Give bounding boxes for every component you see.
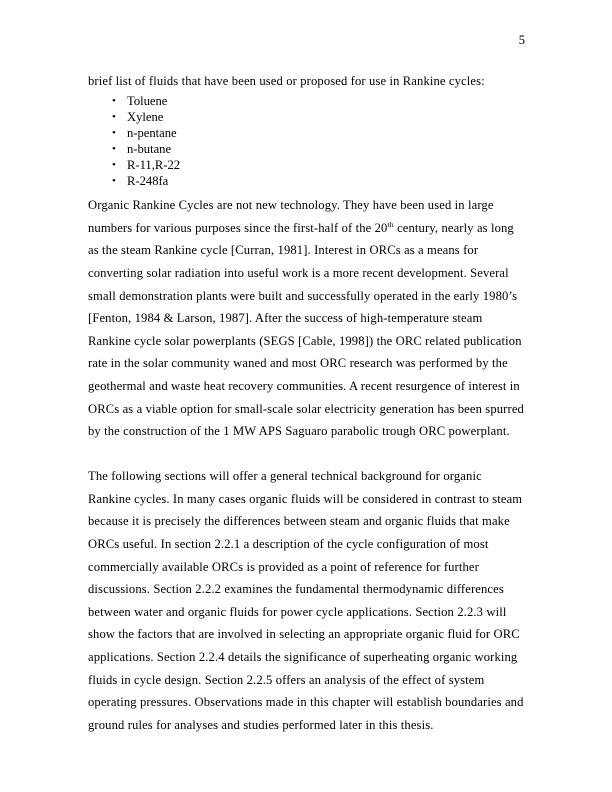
- bullet-icon: •: [112, 126, 116, 139]
- working-fluid-list: [88, 93, 525, 190]
- superscript-ordinal: th: [387, 219, 394, 229]
- list-item-label: Xylene: [127, 109, 164, 124]
- body-paragraph-section-overview: The following sections will offer a general technical background for organic Rankine cycles. In many cases organic fluids will be considered in contrast to steam because it is precisely the differences between steam and organic fluids that make ORCs useful. In section 2.2.1 a description of the cycle configuration of most commercially available ORCs is provided as a point of reference for further discussions. Section 2.2.2 examines the fundamental thermodynamic differences between water and organic fluids for power cycle applications. Section 2.2.3 will show the factors that are involved in selecting an appropriate organic fluid for ORC applications. Section 2.2.4 details the significance of superheating organic working fluids in cycle design. Section 2.2.5 offers an analysis of the effect of system operating pressures. Observations made in this chapter will establish boundaries and ground rules for analyses and studies performed later in this thesis.: [88, 469, 524, 732]
- list-item-label: Toluene: [127, 93, 168, 108]
- bullet-icon: •: [112, 94, 116, 107]
- list-item: [88, 93, 525, 109]
- bullet-icon: •: [112, 142, 116, 155]
- lead-in-paragraph: brief list of fluids that have been used or proposed for use in Rankine cycles:: [88, 74, 485, 88]
- list-item: [88, 109, 525, 125]
- page-body: [88, 70, 525, 736]
- bullet-icon: •: [112, 175, 116, 188]
- bullet-icon: •: [112, 110, 116, 123]
- list-item: [88, 157, 525, 173]
- list-item-label: R-248fa: [127, 174, 169, 189]
- list-item: [88, 125, 525, 141]
- list-item-label: n-pentane: [127, 125, 177, 140]
- paragraph-spacer: [88, 443, 525, 466]
- list-item: [88, 173, 525, 189]
- body-paragraph-orc-history: Organic Rankine Cycles are not new technology. They have been used in large numbers for various purposes since the first-half of the 20th century, nearly as long as the steam Rankine cycle [Curran, 1981]. Interest in ORCs as a means for converting solar radiation into useful work is a more recent development. Several small demonstration plants were built and successfully operated in the early 1980’s [Fenton, 1984 & Larson, 1987]. After the success of high-temperature steam Rankine cycle solar powerplants (SEGS [Cable, 1998]) the ORC related publication rate in the solar community waned and most ORC research was performed by the geothermal and waste heat recovery communities. A recent resurgence of interest in ORCs as a viable option for small-scale solar electricity generation has been spurred by the construction of the 1 MW APS Saguaro parabolic trough ORC powerplant.: [88, 198, 524, 439]
- list-item-label: R-11,R-22: [127, 157, 181, 172]
- page-number: 5: [518, 33, 525, 47]
- bullet-icon: •: [112, 158, 116, 171]
- list-item-label: n-butane: [127, 141, 172, 156]
- list-item: [88, 141, 525, 157]
